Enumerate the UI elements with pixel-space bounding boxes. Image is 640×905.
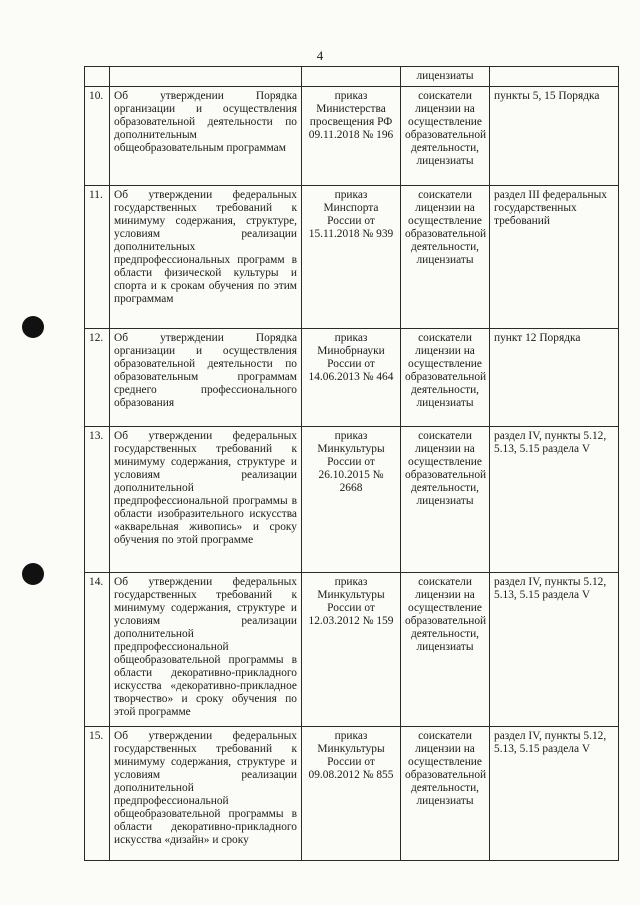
- cell-act: приказ Минкультуры России от 09.08.2012 № 855: [302, 727, 401, 861]
- cell-reference: пункты 5, 15 Порядка: [490, 87, 619, 186]
- cell-subjects: соискатели лицензии на осуществление образовательной деятельности, лицензиаты: [401, 186, 490, 329]
- cell-reference: раздел IV, пункты 5.12, 5.13, 5.15 раздела V: [490, 727, 619, 861]
- cell-number: 12.: [85, 329, 110, 427]
- cell-act: приказ Минобрнауки России от 14.06.2013 № 464: [302, 329, 401, 427]
- cell-number: 11.: [85, 186, 110, 329]
- cell-act: приказ Министерства просвещения РФ 09.11.2018 № 196: [302, 87, 401, 186]
- cell-act: [302, 67, 401, 87]
- regulations-table: [84, 66, 619, 861]
- punch-hole-bottom: [22, 563, 44, 585]
- page-number: 4: [316, 48, 324, 63]
- cell-title: Об утверждении федеральных государственных требований к минимуму содержания, структуре и условиям реализации дополнительной предпрофессиональной общеобразовательной программы в области декоративно-прикладного искусства «дизайн» и сроку: [110, 727, 302, 861]
- cell-reference: раздел IV, пункты 5.12, 5.13, 5.15 раздела V: [490, 427, 619, 573]
- cell-title: Об утверждении федеральных государственных требований к минимуму содержания, структуре и условиям реализации дополнительной предпрофессиональной общеобразовательной программы в области декоративно-прикладного искусства «декоративно-прикладное творчество» и сроку обучения по этой программе: [110, 573, 302, 727]
- table-row: [85, 427, 619, 573]
- cell-act: приказ Минкультуры России от 26.10.2015 № 2668: [302, 427, 401, 573]
- cell-title: Об утверждении Порядка организации и осуществления образовательной деятельности по дополнительным общеобразовательным программам: [110, 87, 302, 186]
- cell-number: 10.: [85, 87, 110, 186]
- cell-reference: пункт 12 Порядка: [490, 329, 619, 427]
- cell-number: [85, 67, 110, 87]
- cell-number: 13.: [85, 427, 110, 573]
- table-row: [85, 727, 619, 861]
- table-row: [85, 186, 619, 329]
- cell-title: Об утверждении Порядка организации и осуществления образовательной деятельности по образовательным программам среднего профессионального образования: [110, 329, 302, 427]
- cell-number: 14.: [85, 573, 110, 727]
- cell-reference: раздел III федеральных государственных требований: [490, 186, 619, 329]
- cell-subjects: соискатели лицензии на осуществление образовательной деятельности, лицензиаты: [401, 427, 490, 573]
- cell-title: Об утверждении федеральных государственных требований к минимуму содержания, структуре, условиям реализации дополнительных предпрофессиональных программ в области физической культуры и спорта и к срокам обучения по этим программам: [110, 186, 302, 329]
- cell-subjects: соискатели лицензии на осуществление образовательной деятельности, лицензиаты: [401, 87, 490, 186]
- cell-subjects: лицензиаты: [401, 67, 490, 87]
- cell-subjects: соискатели лицензии на осуществление образовательной деятельности, лицензиаты: [401, 329, 490, 427]
- cell-title: Об утверждении федеральных государственных требований к минимуму содержания, структуре и условиям реализации дополнительной предпрофессиональной программы в области изобразительного искусства «акварельная живопись» и сроку обучения по этой программе: [110, 427, 302, 573]
- table-row: [85, 329, 619, 427]
- table-row-continuation: [85, 67, 619, 87]
- table-row: [85, 87, 619, 186]
- cell-subjects: соискатели лицензии на осуществление образовательной деятельности, лицензиаты: [401, 727, 490, 861]
- cell-reference: раздел IV, пункты 5.12, 5.13, 5.15 раздела V: [490, 573, 619, 727]
- cell-reference: [490, 67, 619, 87]
- cell-subjects: соискатели лицензии на осуществление образовательной деятельности, лицензиаты: [401, 573, 490, 727]
- cell-act: приказ Минкультуры России от 12.03.2012 № 159: [302, 573, 401, 727]
- table-row: [85, 573, 619, 727]
- cell-title: [110, 67, 302, 87]
- cell-number: 15.: [85, 727, 110, 861]
- punch-hole-top: [22, 316, 44, 338]
- cell-act: приказ Минспорта России от 15.11.2018 № 939: [302, 186, 401, 329]
